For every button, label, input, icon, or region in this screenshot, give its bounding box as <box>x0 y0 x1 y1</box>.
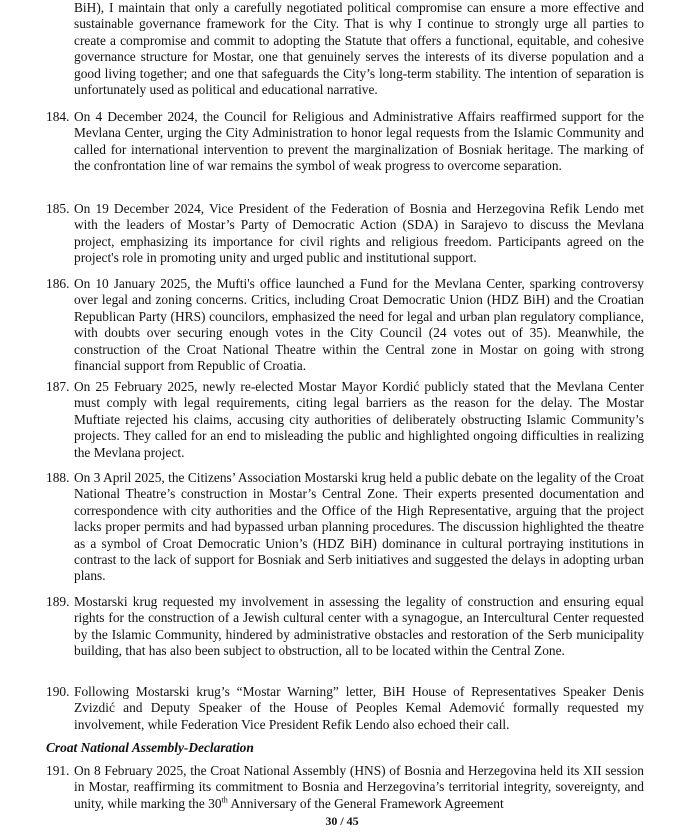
paragraph-185: On 19 December 2024, Vice President of the Federation of Bosnia and Herzegovina Refik Lendo met with the leaders of Mostar’s Party of Democratic Action (SDA) in Sarajevo to discuss the Mevlana project, emphasizing its importance for civil rights and religious freedom. Participants agreed on the project's role in promoting unity and urged public and institutional support. <box>74 201 644 266</box>
paragraph-191 <box>74 763 644 812</box>
paragraph-number: 188. <box>46 470 70 485</box>
ordinal-suffix: th <box>221 795 228 805</box>
paragraph-number: 184. <box>46 109 70 124</box>
paragraph-191-text-start: On 8 February 2025, the Croat National Assembly (HNS) of Bosnia and Herzegovina held its XII session in Mostar, reaffirming its commitment to Bosnia and Herzegovina’s territorial integrity, sovereignty, and unity, while marking the 30 <box>74 763 644 811</box>
paragraph-189: Mostarski krug requested my involvement in assessing the legality of construction and ensuring equal rights for the construction of a Jewish cultural center with a synagogue, an Intercultural Center requested by the Islamic Community, hindered by administrative obstacles and restoration of the Serb municipality building, that has also been subject to obstruction, all to be located within the Central Zone. <box>74 594 644 659</box>
paragraph-187: On 25 February 2025, newly re-elected Mostar Mayor Kordić publicly stated that the Mevlana Center must comply with legal requirements, citing legal barriers as the reason for the delay. The Mostar Muftiate rejected his claims, accusing city authorities of deliberately obstructing Islamic Community’s projects. They called for an end to misleading the public and highlighted ongoing difficulties in realizing the Mevlana project. <box>74 379 644 460</box>
page-number: 30 / 45 <box>325 814 359 828</box>
paragraph-184: On 4 December 2024, the Council for Religious and Administrative Affairs reaffirmed support for the Mevlana Center, urging the City Administration to honor legal requests from the Islamic Community and called for international intervention to prevent the marginalization of Bosniak heritage. The marking of the confrontation line of war remains the symbol of weak progress to overcome separation. <box>74 109 644 174</box>
paragraph-number: 185. <box>46 201 70 216</box>
paragraph-186: On 10 January 2025, the Mufti's office launched a Fund for the Mevlana Center, sparking controversy over legal and zoning concerns. Critics, including Croat Democratic Union (HDZ BiH) and the Croatian Republican Party (HRS) councilors, emphasized the need for legal and urban plan regulatory compliance, with doubts over securing enough votes in the City Council (24 votes out of 35). Meanwhile, the construction of the Croat National Theatre within the Central zone in Mostar on going with strong financial support from Republic of Croatia. <box>74 276 644 374</box>
paragraph-number: 190. <box>46 684 70 699</box>
paragraph-number: 189. <box>46 594 70 609</box>
paragraph-number: 187. <box>46 379 70 394</box>
paragraph-190: Following Mostarski krug’s “Mostar Warning” letter, BiH House of Representatives Speaker Denis Zvizdić and Deputy Speaker of the House of Peoples Kemal Ademović formally requested my involvement, while Federation Vice President Refik Lendo also echoed their call. <box>74 684 644 732</box>
paragraph-191-text-end: Anniversary of the General Framework Agreement <box>227 795 504 811</box>
paragraph-number: 186. <box>46 276 70 291</box>
paragraph-continuation: BiH), I maintain that only a carefully negotiated political compromise can ensure a more effective and sustainable governance framework for the City. That is why I continue to strongly urge all parties to create a compromise and commit to adopting the Statute that offers a functional, equitable, and cohesive governance structure for Mostar, one that genuinely serves the interests of its diverse population and a good living together; and one that safeguards the City’s long-term stability. The intention of separation is unfortunately used as political and educational narrative. <box>74 0 644 98</box>
paragraph-188: On 3 April 2025, the Citizens’ Association Mostarski krug held a public debate on the legality of the Croat National Theatre’s construction in Mostar’s Central Zone. Their experts presented documentation and correspondence with city authorities and the Office of the High Representative, arguing that the project lacks proper permits and had bypassed urban planning procedures. The discussion highlighted the theatre as a symbol of Croat Democratic Union’s (HDZ BiH) dominance in cultural portraying institutions in contrast to the lack of support for Bosniak and Serb initiatives and suggested the delays in adopting urban plans. <box>74 470 644 584</box>
section-heading: Croat National Assembly-Declaration <box>46 740 254 755</box>
paragraph-number: 191. <box>46 763 70 778</box>
